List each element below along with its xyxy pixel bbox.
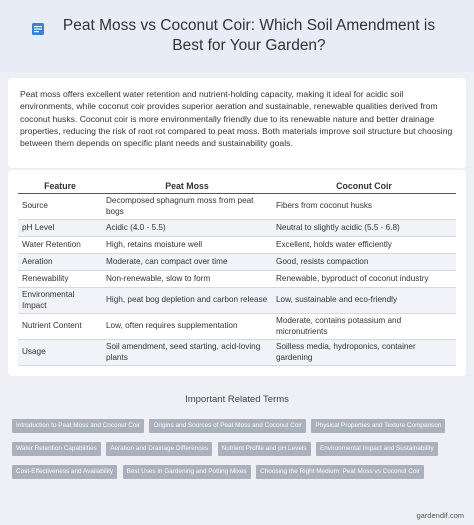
comparison-table-card <box>8 170 466 376</box>
related-term-tag[interactable]: Best Uses in Gardening and Potting Mixes <box>123 465 251 479</box>
table-cell: Usage <box>18 340 102 366</box>
table-cell: Nutrient Content <box>18 314 102 340</box>
related-term-tag[interactable]: Nutrient Profile and pH Levels <box>218 442 311 456</box>
column-header: Coconut Coir <box>272 178 456 194</box>
related-terms-list <box>12 414 464 483</box>
table-row <box>18 271 456 288</box>
table-cell: Excellent, holds water efficiently <box>272 237 456 254</box>
related-term-tag[interactable]: Aeration and Drainage Differences <box>106 442 212 456</box>
table-row <box>18 314 456 340</box>
comparison-table <box>18 178 456 366</box>
related-term-tag[interactable]: Cost-Effectiveness and Availability <box>12 465 117 479</box>
table-row <box>18 254 456 271</box>
table-cell: Low, sustainable and eco-friendly <box>272 288 456 314</box>
related-term-tag[interactable]: Water Retention Capabilities <box>12 442 101 456</box>
table-cell: Renewability <box>18 271 102 288</box>
page-title: Peat Moss vs Coconut Coir: Which Soil Amendment is Best for Your Garden? <box>62 17 436 54</box>
related-terms-title: Important Related Terms <box>185 394 289 405</box>
table-row <box>18 288 456 314</box>
table-cell: Renewable, byproduct of coconut industry <box>272 271 456 288</box>
table-cell: Source <box>18 194 102 220</box>
table-cell: Low, often requires supplementation <box>102 314 272 340</box>
related-term-tag[interactable]: Choosing the Right Medium: Peat Moss vs Coconut Coir <box>256 465 424 479</box>
table-cell: Decomposed sphagnum moss from peat bogs <box>102 194 272 220</box>
intro-text: Peat moss offers excellent water retention and nutrient-holding capacity, making it ideal for acidic soil environments, while coconut coir provides superior aeration and sustainable, renewable qualities derived from coconut husks. Coconut coir is more environmentally friendly due to its renewable nature and better drainage properties, reducing the risk of root rot compared to peat moss. Both materials improve soil structure but choosing between them depends on specific plant needs and sustainability goals. <box>20 89 453 149</box>
footer-site-name: gardendif.com <box>416 511 464 520</box>
table-cell: Fibers from coconut husks <box>272 194 456 220</box>
table-cell: Non-renewable, slow to form <box>102 271 272 288</box>
table-cell: Acidic (4.0 - 5.5) <box>102 220 272 237</box>
table-cell: Soil amendment, seed starting, acid-loving plants <box>102 340 272 366</box>
column-header: Peat Moss <box>102 178 272 194</box>
table-cell: Water Retention <box>18 237 102 254</box>
table-cell: High, peat bog depletion and carbon release <box>102 288 272 314</box>
related-term-tag[interactable]: Introduction to Peat Moss and Coconut Coir <box>12 419 144 433</box>
intro-card <box>8 78 466 168</box>
table-cell: Neutral to slightly acidic (5.5 - 6.8) <box>272 220 456 237</box>
table-cell: Good, resists compaction <box>272 254 456 271</box>
page-header <box>0 0 474 72</box>
column-header: Feature <box>18 178 102 194</box>
table-cell: Environmental Impact <box>18 288 102 314</box>
table-row <box>18 194 456 220</box>
table-cell: Aeration <box>18 254 102 271</box>
table-cell: Moderate, can compact over time <box>102 254 272 271</box>
table-row <box>18 340 456 366</box>
related-term-tag[interactable]: Origins and Sources of Peat Moss and Coconut Coir <box>149 419 305 433</box>
document-icon <box>30 21 46 37</box>
table-cell: High, retains moisture well <box>102 237 272 254</box>
related-term-tag[interactable]: Physical Properties and Texture Comparison <box>311 419 445 433</box>
table-cell: pH Level <box>18 220 102 237</box>
table-header-row <box>18 178 456 194</box>
table-cell: Moderate, contains potassium and micronutrients <box>272 314 456 340</box>
table-cell: Soilless media, hydroponics, container gardening <box>272 340 456 366</box>
header-inner <box>30 16 444 56</box>
table-row <box>18 237 456 254</box>
related-term-tag[interactable]: Environmental Impact and Sustainability <box>316 442 438 456</box>
table-row <box>18 220 456 237</box>
